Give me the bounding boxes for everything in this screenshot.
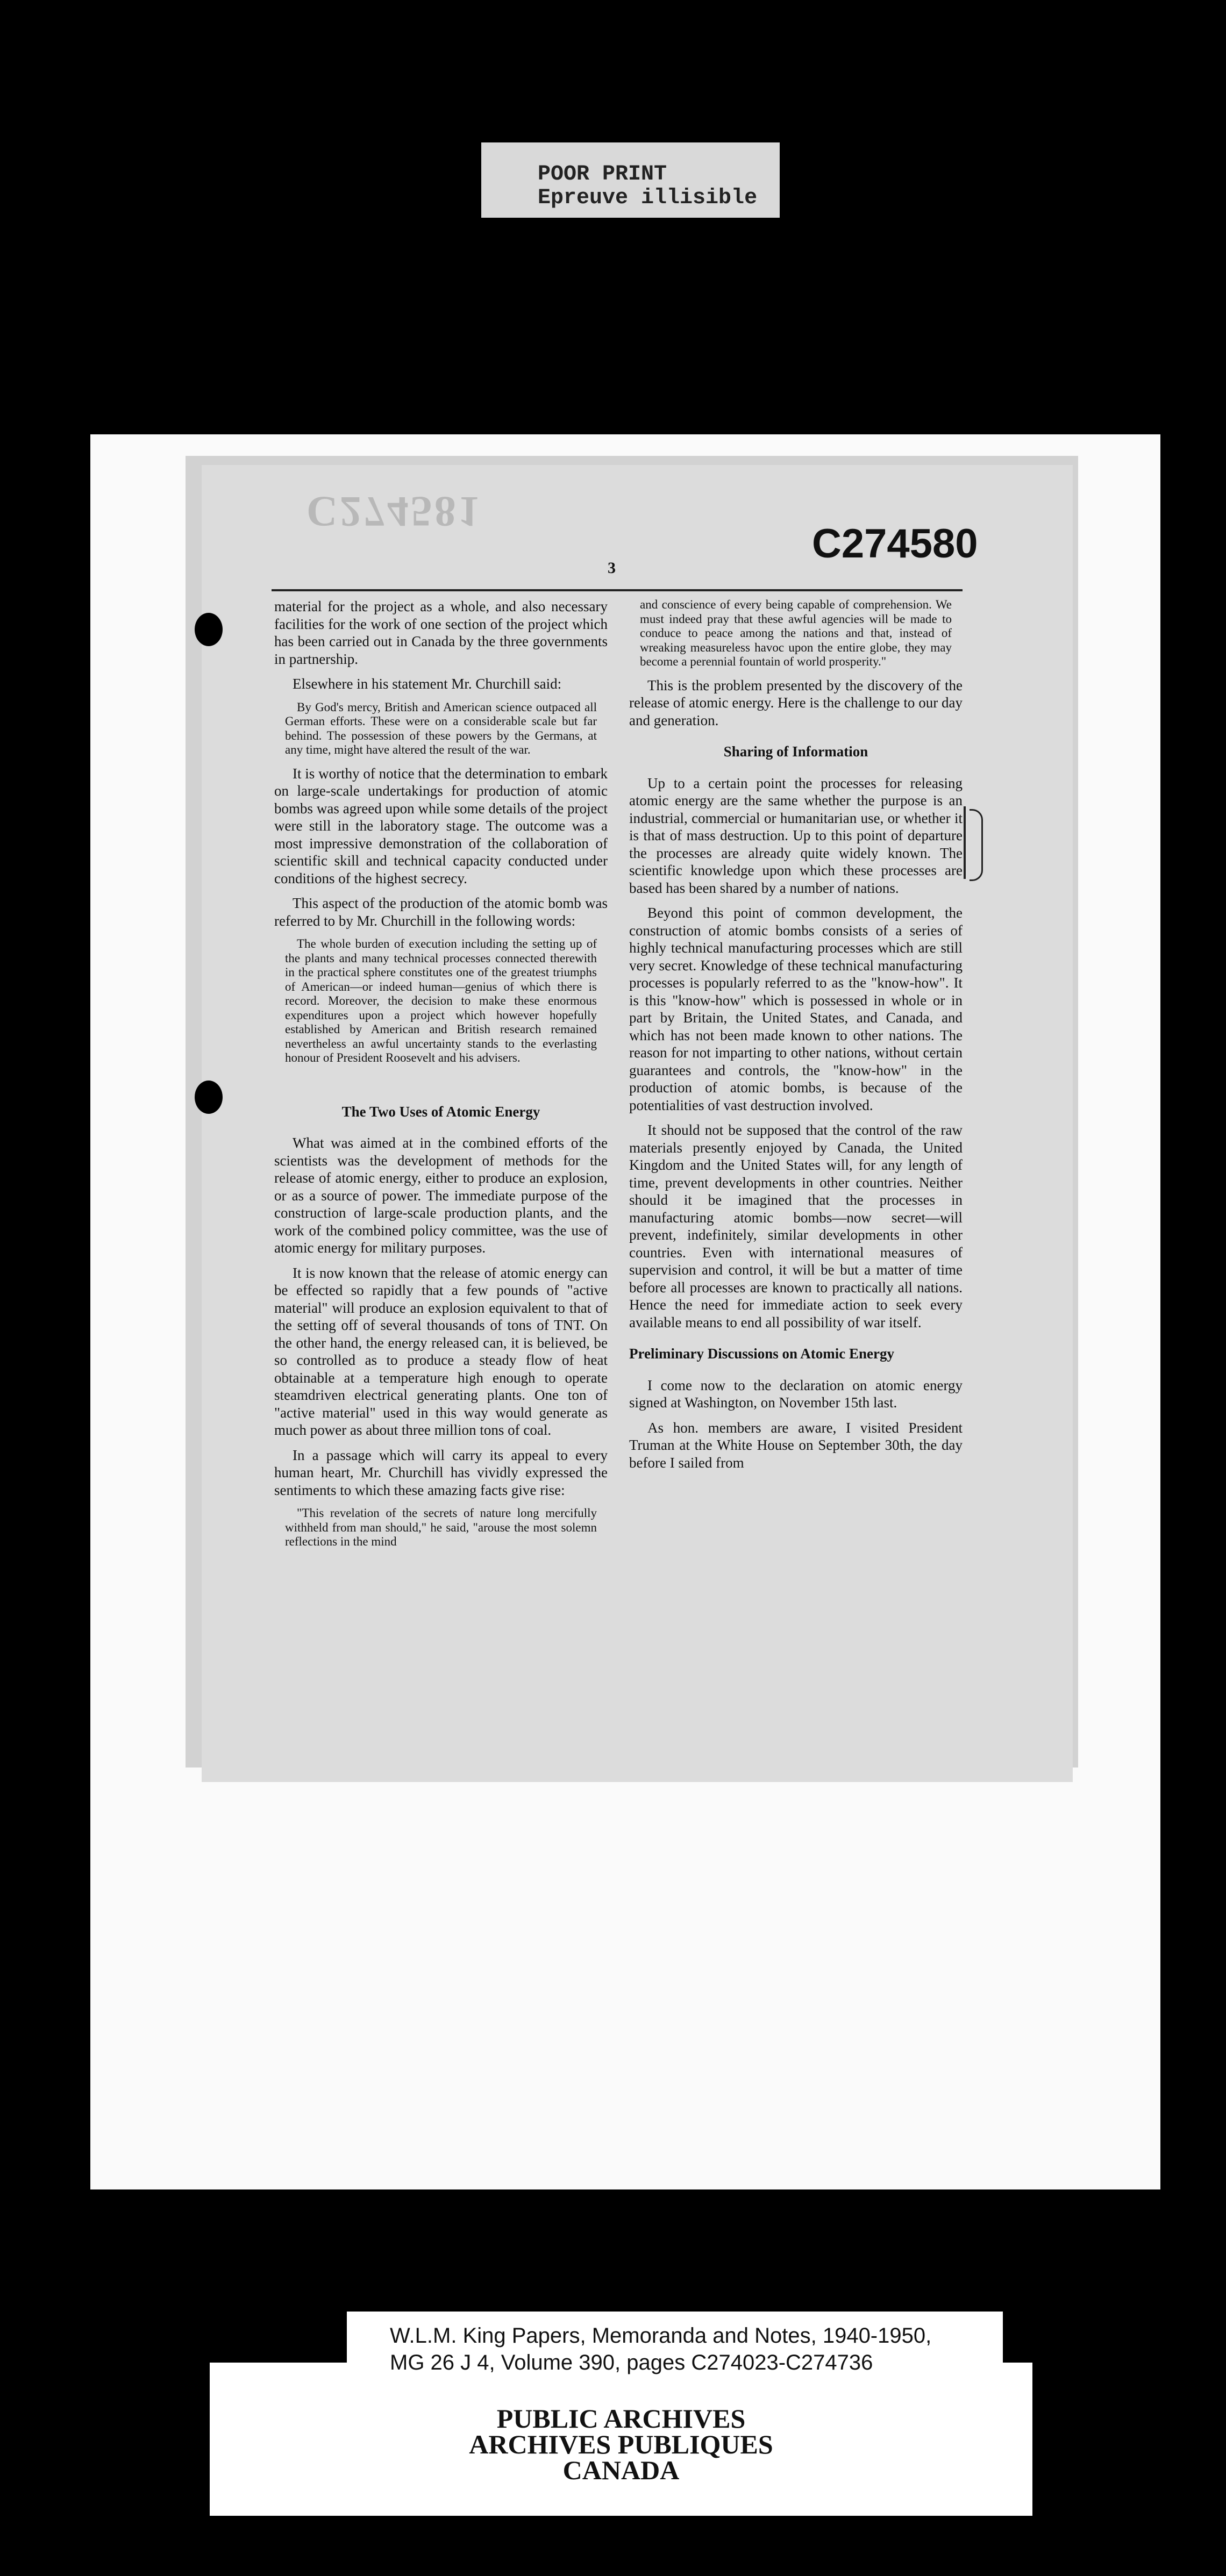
punch-hole-top bbox=[195, 613, 223, 646]
poor-print-label bbox=[481, 142, 780, 218]
archive-stamp: C274580 bbox=[812, 521, 978, 567]
reference-line2: MG 26 J 4, Volume 390, pages C274023-C274736 bbox=[390, 2351, 873, 2374]
poor-print-line1: POOR PRINT bbox=[538, 162, 667, 187]
poor-print-line2: Epreuve illisible bbox=[538, 186, 758, 210]
archives-label bbox=[210, 2403, 1032, 2485]
paragraph: Elsewhere in his statement Mr. Churchill said: bbox=[293, 676, 562, 692]
margin-bracket bbox=[970, 809, 983, 881]
paragraph: As hon. members are aware, I visited President Truman at the White House on September 30th, the day before I sailed from bbox=[629, 1419, 963, 1471]
paragraph: It is worthy of notice that the determination to embark on large-scale undertakings for production of atomic bombs was agreed upon while some details of the project were still in the laboratory stage. The outcome was a most impressive demonstration of the collaboration of scientific skill and technical capacity conducted under conditions of the highest secrecy. bbox=[274, 765, 608, 886]
paragraph: This aspect of the production of the atomic bomb was referred to by Mr. Churchill in the following words: bbox=[274, 895, 608, 929]
quotation: and conscience of every being capable of comprehension. We must indeed pray that these awful agencies will be made to conduce to peace among the nations and that, instead of wreaking measureless havoc upon the entire globe, they may become a perennial fountain of world prosperity." bbox=[640, 598, 952, 668]
quotation: By God's mercy, British and American science outpaced all German efforts. These were on a considerable scale but far behind. The possession of these powers by the Germans, at any time, might have altered the result of the war. bbox=[285, 700, 597, 756]
paragraph: What was aimed at in the combined efforts of the scientists was the development of methods for the release of atomic energy, either to produce an explosion, or as a source of power. The immediate purpose of the construction of large-scale production plants, and the work of the combined policy committee, was the use of atomic energy for military purposes. bbox=[274, 1135, 608, 1256]
left-column bbox=[274, 598, 608, 1557]
section-heading: Preliminary Discussions on Atomic Energy bbox=[629, 1346, 895, 1362]
margin-mark bbox=[964, 806, 966, 879]
paragraph: It is now known that the release of atomic energy can be effected so rapidly that a few pounds of "active material" will produce an explosion equivalent to that of the setting off of several thousands of tons of TNT. On the other hand, the energy released can, it is believed, be so controlled as to produce a steady flow of heat obtainable at a temperature high enough to operate steamdriven electrical generating plants. One ton of "active material" used in this way would generate as much power as about three million tons of coal. bbox=[274, 1264, 608, 1438]
quotation: "This revelation of the secrets of nature long mercifully withheld from man should," he said, "arouse the most solemn reflections in the mind bbox=[285, 1506, 597, 1548]
reference-line1: W.L.M. King Papers, Memoranda and Notes, 1940-1950, bbox=[390, 2324, 932, 2348]
right-column bbox=[629, 598, 963, 1479]
quotation: The whole burden of execution including the setting up of the plants and many technical processes connected therewith in the practical sphere constitutes one of the greatest triumphs of American—or indeed human—genius of which there is record. Moreover, the decision to make these enormous expenditures upon a project which however hopefully established by American and British research remained nevertheless an awful uncertainty stands to the everlasting honour of President Roosevelt and his advisers. bbox=[285, 937, 597, 1064]
paragraph: Beyond this point of common development, the construction of atomic bombs consists of a series of highly technical manufacturing processes which are still very secret. Knowledge of these technical manufacturing processes is popularly referred to as the "know-how". It is this "know-how" which is possessed in whole or in part by Britain, the United States, and Canada, and which has not been made known to other nations. The reason for not imparting to other nations, without certain guarantees and controls, the "know-how" in the production of atomic bombs, is because of the potentialities of vast destruction involved. bbox=[629, 905, 963, 1113]
reference-label bbox=[347, 2312, 1003, 2392]
archives-line3: CANADA bbox=[562, 2455, 680, 2485]
archives-line2: ARCHIVES PUBLIQUES bbox=[469, 2429, 773, 2459]
header-rule bbox=[272, 589, 963, 591]
paragraph: It should not be supposed that the control of the raw materials presently enjoyed by Canada, the United Kingdom and the United States will, for any length of time, prevent developments in other countries. Neither should it be imagined that the processes in manufacturing atomic bombs—now secret—will prevent, indefinitely, similar developments in other countries. Even with international measures of supervision and control, it will be but a matter of time before all processes are known to practically all nations. Hence the need for immediate action to seek every available means to end all possibility of war itself. bbox=[629, 1122, 963, 1330]
section-heading: The Two Uses of Atomic Energy bbox=[341, 1103, 540, 1120]
paragraph: I come now to the declaration on atomic energy signed at Washington, on November 15th last. bbox=[629, 1377, 963, 1411]
faint-stamp: C274581 bbox=[306, 488, 482, 535]
paragraph: material for the project as a whole, and also necessary facilities for the work of one section of the project which has been carried out in Canada by the three governments in partnership. bbox=[274, 598, 608, 667]
page-number: 3 bbox=[608, 559, 616, 577]
paragraph: Up to a certain point the processes for releasing atomic energy are the same whether the purpose is an industrial, commercial or humanitarian use, or whether it is that of mass destruction. Up to this point of departure the processes are already quite widely known. The scientific knowledge upon which these processes are based has been shared by a number of nations. bbox=[629, 775, 963, 896]
section-heading: Sharing of Information bbox=[723, 743, 868, 760]
archives-line1: PUBLIC ARCHIVES bbox=[496, 2403, 746, 2434]
punch-hole-bottom bbox=[195, 1081, 223, 1114]
paragraph: In a passage which will carry its appeal to every human heart, Mr. Churchill has vividly expressed the sentiments to which these amazing facts give rise: bbox=[274, 1447, 608, 1498]
paragraph: This is the problem presented by the discovery of the release of atomic energy. Here is the challenge to our day and generation. bbox=[629, 677, 963, 728]
